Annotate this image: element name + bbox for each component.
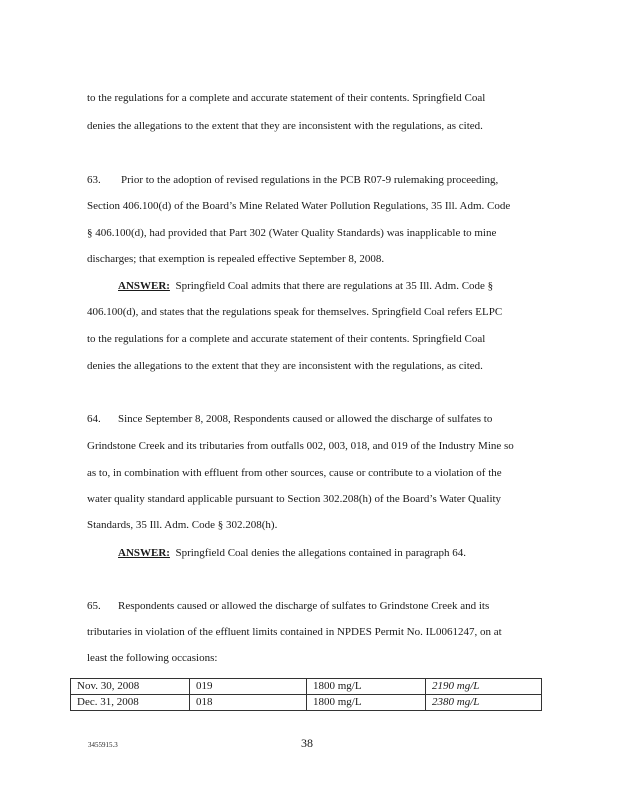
- paragraph-number: 64.: [87, 413, 101, 425]
- date-cell: Dec. 31, 2008: [71, 695, 190, 711]
- continuation-line: to the regulations for a complete and accurate statement of their contents. Springfield Coal: [87, 92, 486, 104]
- paragraph-number: 65.: [87, 600, 101, 612]
- answer-line: [118, 280, 493, 293]
- answer-label: ANSWER:: [118, 280, 170, 292]
- answer-label: ANSWER:: [118, 547, 170, 559]
- answer-line: 406.100(d), and states that the regulations speak for themselves. Springfield Coal refers ELPC: [87, 306, 503, 318]
- paragraph-number: 63.: [87, 174, 101, 186]
- paragraph-line: Respondents caused or allowed the discharge of sulfates to Grindstone Creek and its: [118, 600, 490, 612]
- answer-line: to the regulations for a complete and accurate statement of their contents. Springfield Coal: [87, 333, 486, 345]
- paragraph-line: Grindstone Creek and its tributaries from outfalls 002, 003, 018, and 019 of the Industry Mine so: [87, 440, 514, 452]
- paragraph-line: Standards, 35 Ill. Adm. Code § 302.208(h).: [87, 519, 278, 531]
- answer-text: Springfield Coal admits that there are regulations at 35 Ill. Adm. Code §: [175, 280, 494, 292]
- paragraph-line: tributaries in violation of the effluent limits contained in NPDES Permit No. IL0061247, on at: [87, 626, 502, 638]
- paragraph-line: § 406.100(d), had provided that Part 302 (Water Quality Standards) was inapplicable to mine: [87, 227, 497, 239]
- paragraph-line: discharges; that exemption is repealed effective September 8, 2008.: [87, 253, 385, 265]
- result-cell: 2190 mg/L: [426, 679, 542, 695]
- paragraph-line: Section 406.100(d) of the Board’s Mine Related Water Pollution Regulations, 35 Ill. Adm. Code: [87, 200, 511, 212]
- table-row: [71, 679, 542, 695]
- exceedance-table: [70, 678, 542, 711]
- limit-cell: 1800 mg/L: [307, 695, 426, 711]
- paragraph-line: water quality standard applicable pursuant to Section 302.208(h) of the Board’s Water Quality: [87, 493, 502, 505]
- date-cell: Nov. 30, 2008: [71, 679, 190, 695]
- result-cell: 2380 mg/L: [426, 695, 542, 711]
- outfall-cell: 019: [190, 679, 307, 695]
- paragraph-line: Since September 8, 2008, Respondents caused or allowed the discharge of sulfates to: [118, 413, 493, 425]
- paragraph-line: as to, in combination with effluent from other sources, cause or contribute to a violation of the: [87, 467, 502, 479]
- answer-line: denies the allegations to the extent that they are inconsistent with the regulations, as cited.: [87, 360, 483, 372]
- limit-cell: 1800 mg/L: [307, 679, 426, 695]
- paragraph-line: Prior to the adoption of revised regulations in the PCB R07-9 rulemaking proceeding,: [121, 174, 499, 186]
- paragraph-line: least the following occasions:: [87, 652, 218, 664]
- document-id: 3455915.3: [88, 741, 118, 749]
- answer-line: [118, 547, 466, 560]
- answer-text: Springfield Coal denies the allegations contained in paragraph 64.: [175, 547, 466, 559]
- table-row: [71, 695, 542, 711]
- page-number: 38: [301, 736, 313, 750]
- outfall-cell: 018: [190, 695, 307, 711]
- continuation-line: denies the allegations to the extent that they are inconsistent with the regulations, as cited.: [87, 120, 483, 132]
